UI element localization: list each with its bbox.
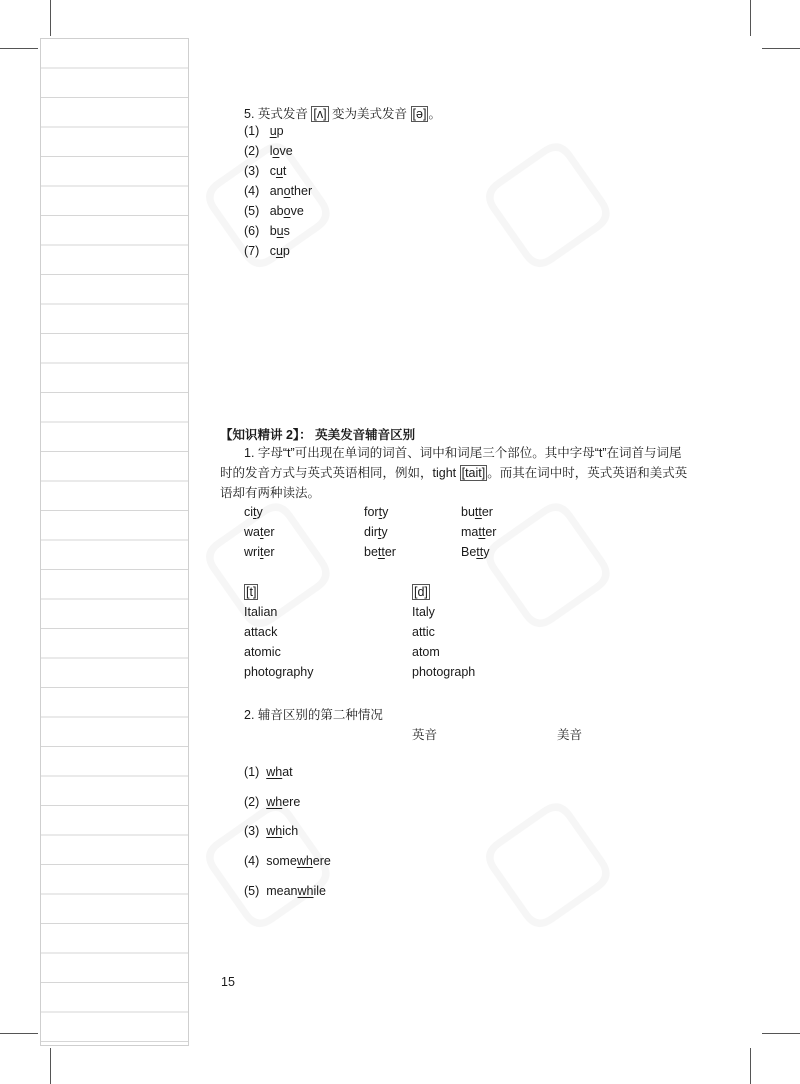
list-item: (7) cup [244, 244, 290, 258]
d-header: [d] [414, 585, 428, 599]
knowledge-paragraph: 1. 字母“t”可出现在单词的词首、词中和词尾三个部位。其中字母“t”在词首与词尾时的发音方式与英式英语相同，例如，tight [tait] 。而其在词中时，英式英语和美式英语却有两种读法。 [220, 446, 688, 500]
list-item: (5) meanwhile [244, 884, 327, 898]
crop-mark [750, 0, 751, 36]
t-word: atomic [244, 645, 281, 659]
t-word: attack [244, 625, 278, 639]
d-word: Italy [412, 605, 435, 619]
list-item: (1) up [244, 124, 284, 138]
section2-title: 2. 辅音区别的第二种情况 [244, 708, 383, 722]
page-number: 15 [221, 975, 235, 989]
knowledge-heading: 【知识精讲 2】： 英美发音辅音区别 [220, 428, 416, 442]
word-cell: dirty [364, 525, 388, 539]
crop-mark [750, 1048, 751, 1084]
column-header-uk: 英音 [412, 728, 438, 742]
crop-mark [762, 48, 800, 49]
t-word: Italian [244, 605, 278, 619]
section5-title: 5. 英式发音 [ʌ] 变为美式发音 [ə] 。 [244, 107, 441, 121]
word-cell: better [364, 545, 396, 559]
d-word: photograph [412, 665, 476, 679]
word-cell: butter [461, 505, 493, 519]
crop-mark [0, 48, 38, 49]
list-item: (3) which [244, 824, 299, 838]
d-word: attic [412, 625, 435, 639]
watermark [448, 99, 636, 294]
d-word: atom [412, 645, 440, 659]
watermark [448, 759, 636, 954]
list-item: (6) bus [244, 224, 290, 238]
list-item: (4) another [244, 184, 313, 198]
word-cell: matter [461, 525, 497, 539]
word-cell: Betty [461, 545, 490, 559]
word-cell: forty [364, 505, 389, 519]
list-item: (3) cut [244, 164, 287, 178]
notes-column [40, 38, 189, 1046]
list-item: (4) somewhere [244, 854, 331, 868]
crop-mark [0, 1033, 38, 1034]
crop-mark [50, 1048, 51, 1084]
word-cell: city [244, 505, 263, 519]
column-header-us: 美音 [557, 728, 583, 742]
t-header: [t] [246, 585, 257, 599]
list-item: (5) above [244, 204, 304, 218]
list-item: (1) what [244, 765, 293, 779]
list-item: (2) love [244, 144, 293, 158]
crop-mark [50, 0, 51, 36]
t-word: photography [244, 665, 314, 679]
list-item: (2) where [244, 795, 301, 809]
word-cell: writer [244, 545, 275, 559]
crop-mark [762, 1033, 800, 1034]
word-cell: water [244, 525, 275, 539]
